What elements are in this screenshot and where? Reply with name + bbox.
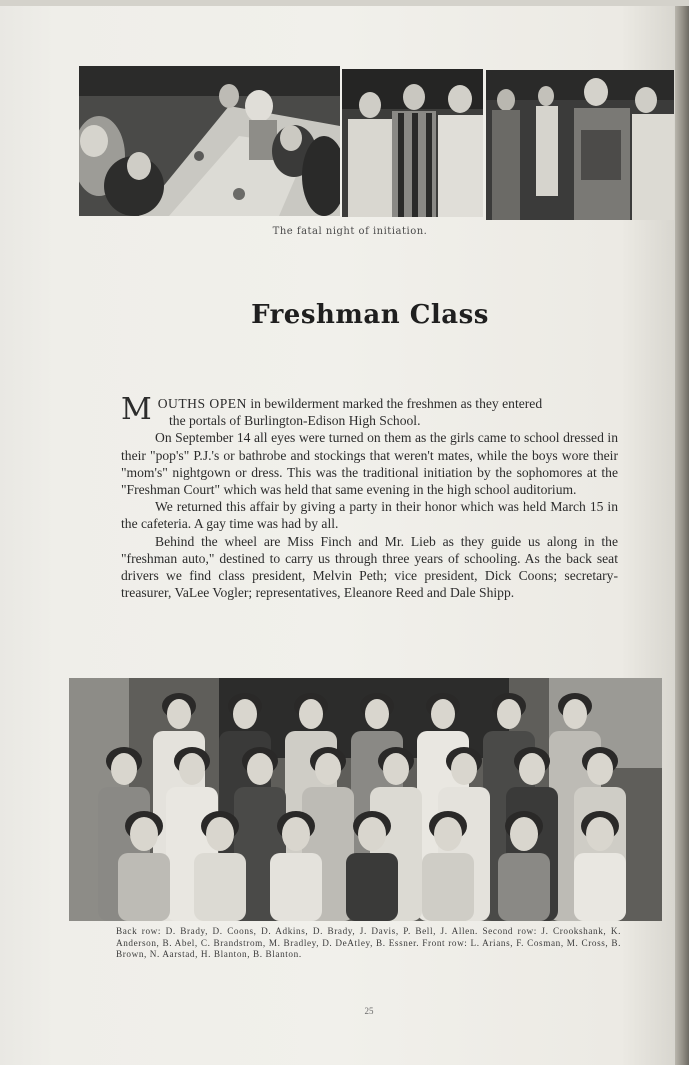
student-body (194, 853, 246, 921)
lead-words: OUTHS OPEN (157, 396, 247, 411)
student-body (118, 853, 170, 921)
student-face (451, 753, 477, 785)
initiation-photo-table (79, 66, 340, 216)
student-face (282, 817, 310, 851)
student-body (574, 853, 626, 921)
student-face (247, 753, 273, 785)
student-face (299, 699, 323, 729)
student-face (519, 753, 545, 785)
initiation-photo-caption: The fatal night of initiation. (272, 226, 428, 237)
class-photo-caption: Back row: D. Brady, D. Coons, D. Adkins, D. Brady, J. Davis, P. Bell, J. Allen. Second row: J. Crookshank, K. Anderson, B. Abel, C. Brandstrom, M. Bradley, D. DeAtley, B. Essner. Front row: L. Arians, F. Cosman, M. Cross, B. Brown, N. Aarstad, H. Blanton, B. Blanton. (116, 926, 621, 960)
book-binding-edge (675, 0, 689, 1065)
student-body (422, 853, 474, 921)
story-paragraph-2: On September 14 all eyes were turned on them as the girls came to school dressed in their "pop's" P.J.'s or bathrobe and stockings that weren't mates, while the boys wore their "mom's" nightgown or dress. This was the traditional initiation by the sophomores at the "Freshman Court" which was held that same evening in the high school auditorium. (121, 430, 618, 498)
student-face (563, 699, 587, 729)
story-text (121, 392, 618, 601)
student-face (510, 817, 538, 851)
student-face (497, 699, 521, 729)
paragraph-1-line-2: the portals of Burlington-Edison High School. (169, 413, 421, 429)
freshman-class-photo (69, 678, 662, 921)
student-face (167, 699, 191, 729)
student-face (586, 817, 614, 851)
student-body (346, 853, 398, 921)
initiation-photo-pajamas (342, 69, 483, 217)
student-face (431, 699, 455, 729)
drop-cap: M (121, 392, 152, 427)
story-paragraph-3: We returned this affair by giving a party in their honor which was held March 15 in the cafeteria. A gay time was had by all. (121, 499, 618, 532)
story-paragraph-4: Behind the wheel are Miss Finch and Mr. Lieb as they guide us along in the "freshman auto," destined to carry us through three years of schooling. As the back seat drivers we find class president, Melvin Peth; vice president, Dick Coons; secretary-treasurer, VaLee Vogler; representatives, Eleanore Reed and Dale Shipp. (121, 533, 618, 601)
student-face (111, 753, 137, 785)
student-body (498, 853, 550, 921)
student-face (130, 817, 158, 851)
student-face (179, 753, 205, 785)
page-top-edge (0, 0, 689, 6)
page-title: Freshman Class (251, 300, 489, 330)
paragraph-1-line-1: in bewilderment marked the freshmen as they entered (246, 396, 543, 411)
initiation-photo-crowd (486, 70, 674, 220)
student-body (270, 853, 322, 921)
student-face (587, 753, 613, 785)
student-face (358, 817, 386, 851)
student-face (365, 699, 389, 729)
student-face (233, 699, 257, 729)
student-face (383, 753, 409, 785)
story-paragraph-1 (121, 392, 618, 429)
student-face (434, 817, 462, 851)
student-face (315, 753, 341, 785)
page-number: 25 (364, 1006, 374, 1016)
student-face (206, 817, 234, 851)
